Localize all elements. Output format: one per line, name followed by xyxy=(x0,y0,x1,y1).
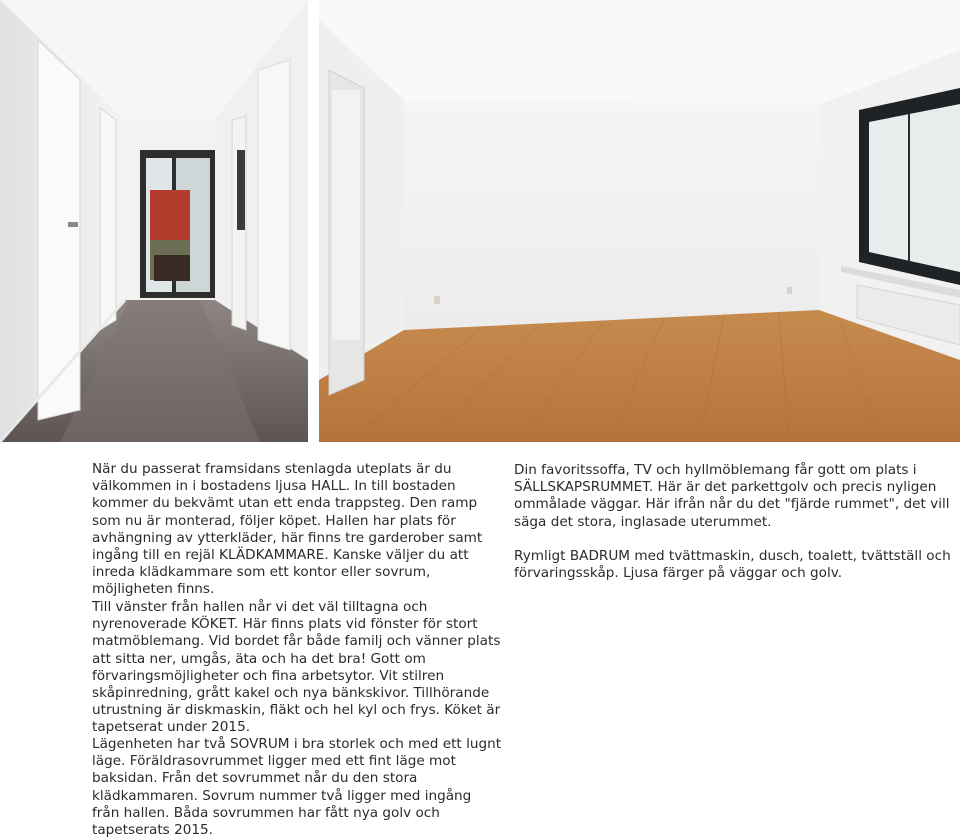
bathroom-description: Rymligt BADRUM med tvättmaskin, dusch, toalett, tvättställ och förvaringsskåp. Ljusa färger på väggar och golv. xyxy=(514,548,951,582)
living-room-description: Din favoritssoffa, TV och hyllmöblemang får gott om plats i SÄLLSKAPSRUMMET. Här är det parkettgolv och precis nyligen ommålade väggar. Här ifrån når du det "fjärde rummet", det vill säga det stora, inglasade uterummet. xyxy=(514,462,950,530)
hall-description: När du passerat framsidans stenlagda uteplats är du välkommen in i bostadens ljusa HALL. In till bostaden kommer du bekvämt utan ett enda trappsteg. Den ramp som nu är monterad, följer köpet. Hallen har plats för avhängning av ytterkläder, här finns tre garderober samt ingång till en rejäl KLÄDKAMMARE. Kanske väljer du att inreda klädkammare som ett kontor eller sovrum, möjligheten finns. xyxy=(92,461,483,598)
hallway-photo xyxy=(0,0,308,442)
living-room-photo xyxy=(319,0,960,442)
bedrooms-description: Lägenheten har två SOVRUM i bra storlek och med ett lugnt läge. Föräldrasovrummet ligger med ett fint läge mot baksidan. Från det sovrummet når du den stora klädkammaren. Sovrum nummer två ligger med ingång från hallen. Båda sovrummen har fått nya golv och tapetserats 2015. xyxy=(92,736,502,839)
hallway-illustration xyxy=(0,0,308,442)
living-room-illustration xyxy=(319,0,960,442)
kitchen-description: Till vänster från hallen når vi det väl tilltagna och nyrenoverade KÖKET. Här finns plats vid fönster för stort matmöblemang. Vid bordet får både familj och vänner plats att sitta ner, umgås, äta och ha det bra! Gott om förvaringsmöjligheter och fina arbetsytor. Vit stilren skåpinredning, grått kakel och nya bänkskivor. Tillhörande utrustning är diskmaskin, fläkt och hel kyl och frys. Köket är tapetserat under 2015. xyxy=(92,599,501,736)
